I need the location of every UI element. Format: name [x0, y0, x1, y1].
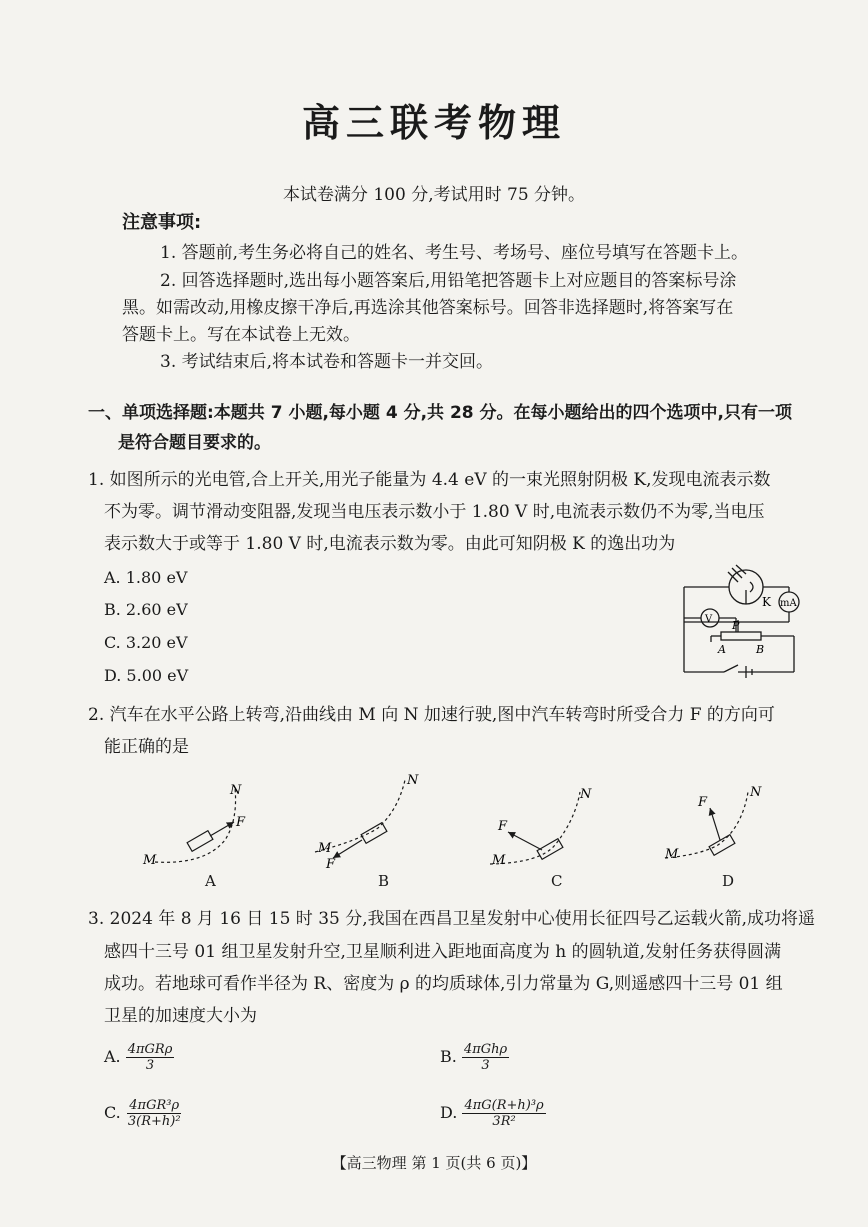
force-arrow-a: [210, 822, 234, 836]
q3-option-d: D. $\frac{\text{4πG(R+h)³ρ}}{\text{3R²}}$: [440, 1098, 544, 1129]
label-F-c: F: [498, 819, 508, 834]
notice-item-2-end: 答题卡上。写在本试卷上无效。: [122, 325, 360, 345]
notice-item-2: 2. 回答选择题时,选出每小题答案后,用铅笔把答题卡上对应题目的答案标号涂: [160, 271, 737, 291]
figure-caption-d: D: [722, 872, 735, 890]
force-arrow-b: [333, 840, 362, 858]
force-arrow-d: [710, 808, 720, 840]
q3-option-c: C. $\frac{\text{4πGR³ρ}}{\text{3(R+h)²}}$: [104, 1098, 181, 1129]
q3-line-3: 成功。若地球可看作半径为 R、密度为 ρ 的均质球体,引力常量为 G,则遥感四十三号 01 组: [104, 974, 783, 994]
label-M-d: M: [665, 847, 679, 862]
curve-a: [155, 788, 236, 862]
label-N-d: N: [750, 785, 762, 800]
force-arrow-c: [508, 832, 542, 850]
q3-option-a: A. $\frac{\text{4πGRρ}}{3}$: [104, 1042, 173, 1073]
notice-item-2-cont: 黑。如需改动,用橡皮擦干净后,再选涂其他答案标号。回答非选择题时,将答案写在: [122, 298, 734, 318]
notice-item-3: 3. 考试结束后,将本试卷和答题卡一并交回。: [160, 352, 494, 372]
label-P: P: [732, 619, 740, 632]
q1-option-a: A. 1.80 eV: [104, 568, 188, 587]
figure-caption-a: A: [205, 872, 216, 890]
car-b: [361, 823, 387, 844]
page-footer: 【高三物理 第 1 页(共 6 页)】: [331, 1154, 537, 1172]
label-K: K: [762, 595, 771, 609]
label-M-a: M: [143, 853, 157, 868]
q1-line-2: 不为零。调节滑动变阻器,发现当电压表示数小于 1.80 V 时,电流表示数仍不为零,当电压: [104, 502, 765, 522]
label-B: B: [756, 643, 765, 656]
q1-line-3: 表示数大于或等于 1.80 V 时,电流表示数为零。由此可知阴极 K 的逸出功为: [104, 534, 676, 554]
figure-caption-c: C: [551, 872, 563, 890]
label-F-d: F: [698, 795, 708, 810]
notice-item-1: 1. 答题前,考生务必将自己的姓名、考生号、考场号、座位号填写在答题卡上。: [160, 243, 749, 263]
label-V: V: [705, 614, 713, 625]
q2-line-1: 2. 汽车在水平公路上转弯,沿曲线由 M 向 N 加速行驶,图中汽车转弯时所受合力 F 的方向可: [88, 705, 775, 725]
label-N-b: N: [407, 773, 419, 788]
label-F-b: F: [326, 857, 336, 872]
label-N-a: N: [230, 783, 242, 798]
label-F-a: F: [236, 815, 246, 830]
figure-caption-b: B: [378, 872, 390, 890]
q3-line-1: 3. 2024 年 8 月 16 日 15 时 35 分,我国在西昌卫星发射中心使用长征四号乙运载火箭,成功将遥: [88, 909, 816, 929]
label-M-b: M: [318, 841, 332, 856]
q1-option-b: B. 2.60 eV: [104, 600, 188, 619]
q3-option-b: B. $\frac{\text{4πGhρ}}{3}$: [440, 1042, 508, 1073]
label-A: A: [718, 643, 726, 656]
car-d: [709, 835, 735, 856]
label-M-c: M: [492, 853, 506, 868]
label-mA: mA: [780, 598, 797, 609]
q1-option-d: D. 5.00 eV: [104, 666, 189, 685]
label-N-c: N: [580, 787, 592, 802]
q1-line-1: 1. 如图所示的光电管,合上开关,用光子能量为 4.4 eV 的一束光照射阴极 K,发现电流表示数: [88, 470, 771, 490]
q2-line-2: 能正确的是: [104, 737, 189, 757]
notice-heading: 注意事项:: [122, 212, 202, 233]
q1-option-c: C. 3.20 eV: [104, 633, 188, 652]
q3-line-2: 感四十三号 01 组卫星发射升空,卫星顺利进入距地面高度为 h 的圆轨道,发射任务获得圆满: [104, 942, 782, 962]
section-heading-cont: 是符合题目要求的。: [118, 433, 271, 453]
q3-line-4: 卫星的加速度大小为: [104, 1006, 257, 1026]
section-heading: 一、单项选择题:本题共 7 小题,每小题 4 分,共 28 分。在每小题给出的四个选项中,只有一项: [88, 403, 792, 423]
exam-info: 本试卷满分 100 分,考试用时 75 分钟。: [282, 185, 586, 205]
car-turning-figures: [130, 770, 780, 890]
page-title: 高三联考物理: [301, 101, 566, 145]
rheostat: [721, 632, 761, 640]
car-a: [187, 831, 213, 852]
photoelectric-circuit-diagram: [676, 560, 806, 685]
